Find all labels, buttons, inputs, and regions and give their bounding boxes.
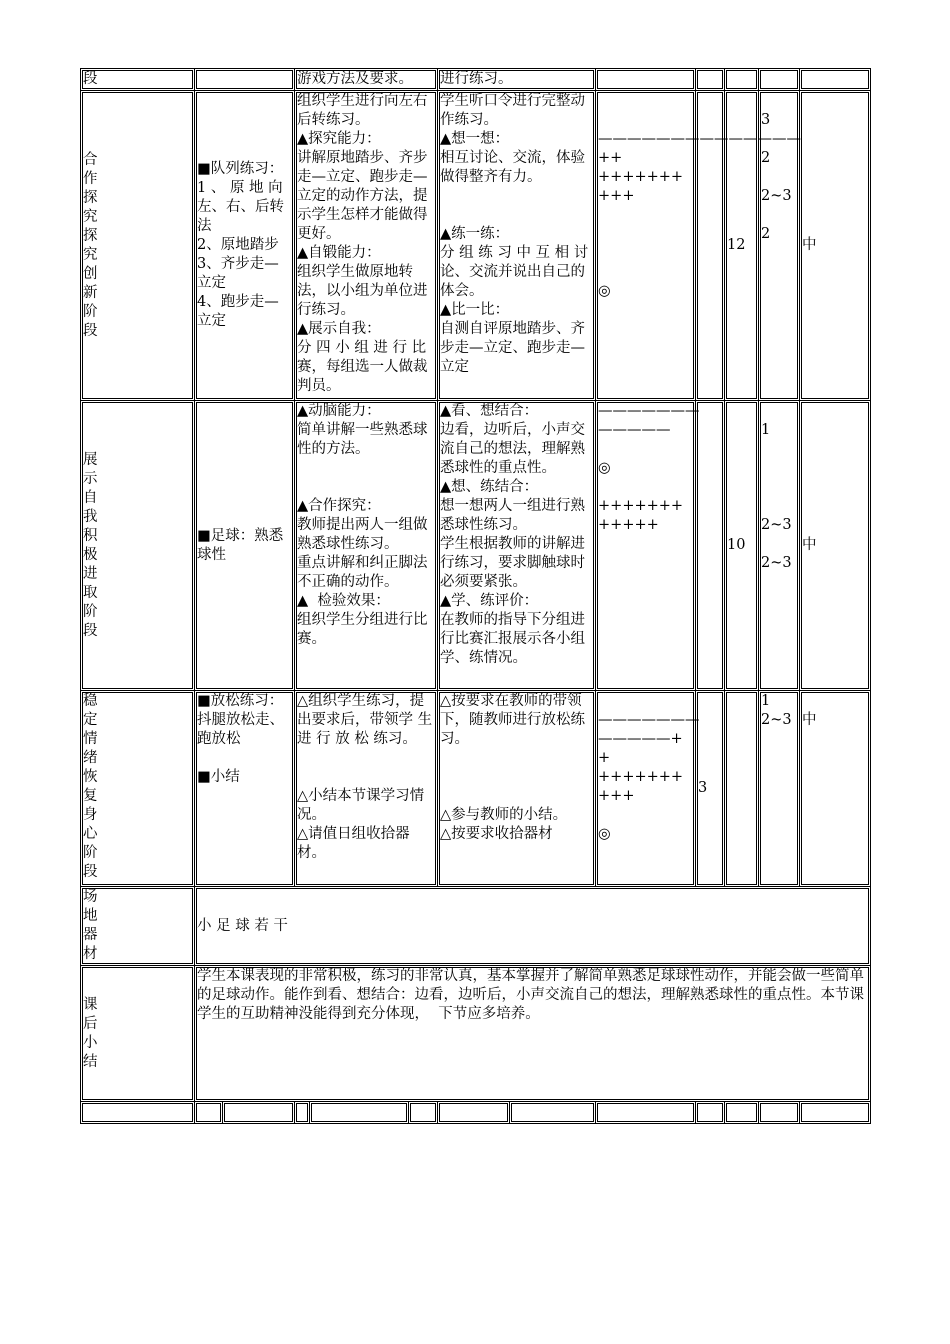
content-line: 2、原地踏步	[197, 237, 279, 253]
times-value: 2	[761, 150, 771, 166]
spacer	[761, 92, 797, 111]
spacer	[598, 440, 693, 459]
spacer	[598, 225, 693, 244]
teacher-line: 讲解原地踏步、齐步走—立定、跑步走—立定的动作方法，提示学生怎样才能做得更好。	[297, 150, 428, 242]
content-line: ■小结	[197, 769, 240, 785]
spacer	[761, 535, 797, 554]
teacher-cell	[295, 691, 438, 887]
teacher-line: △组织学生练习，提出要求后，带领学 生 进 行 放 松 练习。	[297, 693, 433, 747]
student-line: ▲看、想结合：	[440, 403, 539, 419]
student-line: 在教师的指导下分组进行比赛汇报展示各小组学、练情况。	[440, 612, 586, 666]
teacher-line: 组织学生进行向左右后转练习。	[297, 93, 428, 128]
spacer	[598, 806, 693, 825]
spacer	[598, 478, 693, 497]
student-line: △参与教师的小结。	[440, 807, 568, 823]
student-line: ▲练一练：	[440, 226, 510, 242]
teacher-line: 组织学生做原地转法，以小组为单位进行练习。	[297, 264, 428, 318]
student-cell: 进行练习。	[438, 69, 596, 91]
blank-cell	[295, 1102, 310, 1124]
teacher-line: ▲自锻能力：	[297, 245, 381, 261]
formation-line: —————++	[598, 731, 683, 766]
times-value: 2~3	[761, 555, 792, 571]
row-blank	[81, 1102, 871, 1124]
student-line: 学生听口令进行完整动作练习。	[440, 93, 586, 128]
spacer	[761, 459, 797, 478]
teacher-cell	[295, 401, 438, 691]
blank-cell	[223, 1102, 295, 1124]
equipment-value: 小 足 球 若 干	[195, 887, 871, 966]
teacher-line: 重点讲解和纠正脚法不正确的动作。	[297, 555, 428, 590]
student-line: ▲学、练评价：	[440, 593, 539, 609]
formation-cell	[596, 691, 700, 887]
formation-cell	[596, 401, 700, 691]
formation-marker: ◎	[598, 283, 611, 299]
gap-cell	[696, 69, 725, 91]
stage-label: 合作探究探究创新阶段	[81, 91, 195, 401]
student-cell	[438, 91, 596, 401]
formation-line: ——————————————++	[598, 131, 802, 166]
blank-cell	[409, 1102, 438, 1124]
blank-cell	[510, 1102, 596, 1124]
student-line: ▲想一想：	[440, 131, 510, 147]
times-value: 2~3	[761, 517, 792, 533]
spacer	[761, 168, 797, 187]
stage-label: 段	[81, 69, 195, 91]
student-cell	[438, 691, 596, 887]
formation-cell	[596, 69, 696, 91]
stage-label: 稳定情绪恢复身心阶段	[81, 691, 195, 887]
spacer	[598, 206, 693, 225]
time-cell	[725, 69, 759, 91]
content-cell: ■足球：熟悉球性	[195, 401, 295, 691]
equipment-label: 场地器材	[81, 887, 195, 966]
student-line: △按要求在教师的带领下，随教师进行放松练习。	[440, 693, 586, 747]
blank-cell	[759, 1102, 800, 1124]
teacher-line: ▲合作探究：	[297, 498, 381, 514]
intensity-value: 中	[802, 712, 817, 728]
student-line: 自测自评原地踏步、齐步走—立定、跑步走—立定	[440, 321, 586, 375]
teacher-line: ▲动脑能力：	[297, 403, 381, 419]
blank-cell	[596, 1102, 696, 1124]
student-line: △按要求收拾器材	[440, 826, 553, 842]
blank-cell	[438, 1102, 510, 1124]
spacer	[440, 206, 593, 225]
times-cell	[759, 691, 800, 887]
row-display	[81, 401, 871, 691]
spacer	[598, 111, 693, 130]
formation-marker: ◎	[598, 826, 611, 842]
formation-line: ———————	[598, 712, 700, 728]
student-line: 分 组 练 习 中 互 相 讨 论、交流并说出自己的体会。	[440, 245, 589, 299]
teacher-line: 组织学生分组进行比赛。	[297, 612, 428, 647]
spacer	[802, 692, 868, 711]
summary-value: 学生本课表现的非常积极，练习的非常认真，基本掌握并了解简单熟悉足球球性动作，并能会做一些简单的足球动作。能作到看、想结合：边看，边听后，小声交流自己的想法，理解熟悉球性的重点性。本节课学生的互助精神没能得到充分体现， 下节应多培养。	[195, 966, 871, 1102]
spacer	[440, 768, 593, 787]
row-top	[81, 69, 871, 91]
time-cell: 3	[696, 691, 725, 887]
formation-line: +++++++	[598, 498, 684, 514]
times-cell	[759, 69, 800, 91]
spacer	[598, 244, 693, 263]
gap-cell	[696, 401, 725, 691]
row-cooperate	[81, 91, 871, 401]
spacer	[598, 692, 693, 711]
spacer	[297, 768, 435, 787]
blank-cell	[195, 1102, 223, 1124]
times-value: 2	[761, 226, 771, 242]
formation-line: +++	[598, 188, 635, 204]
blank-cell	[725, 1102, 759, 1124]
times-value: 2~3	[761, 188, 792, 204]
spacer	[761, 497, 797, 516]
teacher-line: ▲ 检验效果：	[297, 593, 390, 609]
formation-line: +++++++	[598, 769, 684, 785]
spacer	[297, 478, 435, 497]
spacer	[598, 263, 693, 282]
teacher-line: △小结本节课学习情况。	[297, 788, 425, 823]
spacer	[761, 478, 797, 497]
formation-marker: ◎	[598, 460, 611, 476]
times-value: 1	[761, 693, 771, 709]
spacer	[761, 206, 797, 225]
teacher-line: △请值日组收拾器材。	[297, 826, 410, 861]
student-line: ▲比一比：	[440, 302, 510, 318]
intensity-cell	[800, 69, 871, 91]
teacher-cell: 游戏方法及要求。	[295, 69, 438, 91]
blank-cell	[81, 1102, 195, 1124]
teacher-line: ▲探究能力：	[297, 131, 381, 147]
spacer	[440, 749, 593, 768]
spacer	[297, 459, 435, 478]
summary-label: 课后小结	[81, 966, 195, 1102]
times-value: 3	[761, 112, 771, 128]
teacher-line: 分 四 小 组 进 行 比 赛，每组选一人做裁判员。	[297, 340, 428, 394]
teacher-line: 简单讲解一些熟悉球性的方法。	[297, 422, 428, 457]
stage-label: 展示自我积极进取阶段	[81, 401, 195, 691]
formation-line: —————	[598, 422, 671, 438]
content-line: ■放松练习：抖腿放松走、跑放松	[197, 693, 284, 747]
student-line: 学生根据教师的讲解进行练习，要求脚触球时必须要紧张。	[440, 536, 586, 590]
content-cell	[195, 91, 295, 401]
spacer	[440, 787, 593, 806]
formation-line: +++++	[598, 517, 659, 533]
time-cell: 10	[725, 401, 759, 691]
content-line: 1 、 原 地 向 左、右、后转法	[197, 180, 284, 234]
time-cell: 12	[725, 91, 759, 401]
times-value: 2~3	[761, 712, 792, 728]
student-line: 边看，边听后，小声交流自己的想法，理解熟悉球性的重点性。	[440, 422, 586, 476]
content-cell	[195, 691, 295, 887]
student-line: ▲想、练结合：	[440, 479, 539, 495]
times-value: 1	[761, 422, 771, 438]
student-line: 相互讨论、交流，体验做得整齐有力。	[440, 150, 586, 185]
row-summary	[81, 966, 871, 1102]
spacer	[761, 402, 797, 421]
teacher-line: 教师提出两人一组做熟悉球性练习。	[297, 517, 428, 552]
row-equipment	[81, 887, 871, 966]
formation-line: ———————	[598, 403, 700, 419]
student-cell	[438, 401, 596, 691]
teacher-line: ▲展示自我：	[297, 321, 381, 337]
spacer	[598, 92, 693, 111]
content-cell	[195, 69, 295, 91]
intensity-cell: 中	[800, 91, 871, 401]
teacher-cell	[295, 91, 438, 401]
student-line: 想一想两人一组进行熟悉球性练习。	[440, 498, 586, 533]
times-cell	[759, 401, 800, 691]
formation-line: +++++++	[598, 169, 684, 185]
formation-line: +++	[598, 788, 635, 804]
content-line: ■队列练习：	[197, 161, 284, 177]
spacer	[761, 440, 797, 459]
intensity-cell	[800, 691, 871, 887]
gap-cell	[725, 691, 759, 887]
blank-cell	[310, 1102, 409, 1124]
spacer	[197, 749, 292, 768]
blank-cell	[696, 1102, 725, 1124]
row-relax	[81, 691, 871, 887]
spacer	[297, 749, 435, 768]
content-line: 4、跑步走—立定	[197, 294, 279, 329]
lesson-plan-table	[80, 68, 871, 1124]
blank-cell	[800, 1102, 871, 1124]
spacer	[440, 187, 593, 206]
content-line: 3、齐步走—立定	[197, 256, 279, 291]
intensity-cell: 中	[800, 401, 871, 691]
